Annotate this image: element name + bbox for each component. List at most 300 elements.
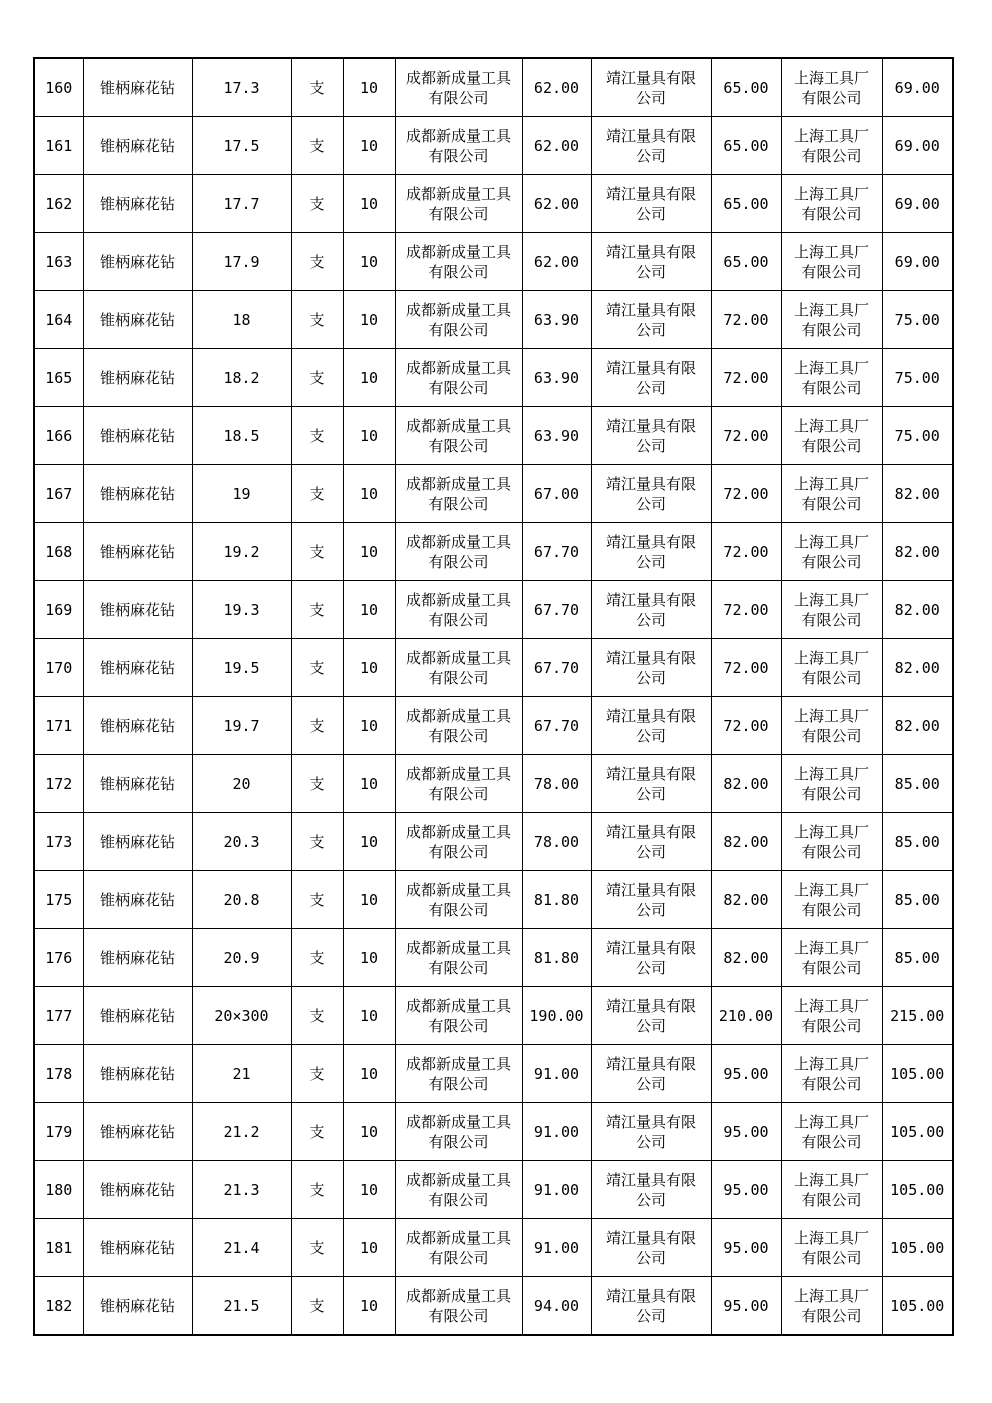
- supplier-1-cell: [395, 1219, 522, 1277]
- supplier-2-price: 82.00: [711, 755, 781, 813]
- product-name: 锥柄麻花钻: [83, 871, 192, 929]
- supplier-2-name-line1: 靖江量具有限: [605, 764, 696, 783]
- supplier-1-cell: [395, 117, 522, 175]
- supplier-2-name-line1: 靖江量具有限: [605, 648, 696, 667]
- supplier-3-name-line2: 有限公司: [801, 726, 862, 745]
- row-number: 179: [34, 1103, 83, 1161]
- supplier-3-price: 105.00: [882, 1161, 953, 1219]
- supplier-3-name-line1: 上海工具厂: [793, 68, 869, 87]
- supplier-1-cell: [395, 581, 522, 639]
- supplier-2-cell: [591, 929, 711, 987]
- supplier-2-cell: [591, 465, 711, 523]
- supplier-1-name-line1: 成都新成量工具: [405, 242, 511, 261]
- supplier-2-price: 95.00: [711, 1103, 781, 1161]
- supplier-1-name-line1: 成都新成量工具: [405, 764, 511, 783]
- supplier-1-name-line2: 有限公司: [428, 784, 489, 803]
- supplier-2-name-line1: 靖江量具有限: [605, 706, 696, 725]
- quantity-cell: 10: [343, 755, 395, 813]
- product-name: 锥柄麻花钻: [83, 291, 192, 349]
- spec-cell: 21: [192, 1045, 291, 1103]
- supplier-2-name-line2: 公司: [635, 1190, 666, 1209]
- supplier-2-price: 65.00: [711, 233, 781, 291]
- unit-cell: 支: [291, 1045, 343, 1103]
- supplier-1-price: 78.00: [522, 755, 591, 813]
- supplier-1-name-line1: 成都新成量工具: [405, 1054, 511, 1073]
- supplier-2-name-line1: 靖江量具有限: [605, 358, 696, 377]
- unit-cell: 支: [291, 291, 343, 349]
- supplier-3-cell: [781, 929, 882, 987]
- table-row: [34, 407, 953, 465]
- supplier-3-price: 85.00: [882, 755, 953, 813]
- unit-cell: 支: [291, 813, 343, 871]
- supplier-2-name-line1: 靖江量具有限: [605, 1228, 696, 1247]
- supplier-1-name-line1: 成都新成量工具: [405, 590, 511, 609]
- supplier-3-name-line2: 有限公司: [801, 494, 862, 513]
- supplier-1-cell: [395, 465, 522, 523]
- supplier-3-cell: [781, 349, 882, 407]
- supplier-1-cell: [395, 929, 522, 987]
- quantity-cell: 10: [343, 349, 395, 407]
- quantity-cell: 10: [343, 58, 395, 117]
- supplier-2-cell: [591, 581, 711, 639]
- quantity-cell: 10: [343, 929, 395, 987]
- supplier-2-name-line2: 公司: [635, 1248, 666, 1267]
- supplier-2-name-line1: 靖江量具有限: [605, 300, 696, 319]
- product-name: 锥柄麻花钻: [83, 639, 192, 697]
- product-name: 锥柄麻花钻: [83, 1045, 192, 1103]
- unit-cell: 支: [291, 117, 343, 175]
- spec-cell: 20.9: [192, 929, 291, 987]
- table-row: [34, 233, 953, 291]
- unit-cell: 支: [291, 1219, 343, 1277]
- supplier-2-cell: [591, 407, 711, 465]
- supplier-2-cell: [591, 349, 711, 407]
- supplier-1-price: 67.70: [522, 523, 591, 581]
- supplier-1-price: 62.00: [522, 233, 591, 291]
- supplier-2-name-line1: 靖江量具有限: [605, 938, 696, 957]
- supplier-3-price: 75.00: [882, 291, 953, 349]
- supplier-2-price: 72.00: [711, 407, 781, 465]
- spec-cell: 20.8: [192, 871, 291, 929]
- spec-cell: 20: [192, 755, 291, 813]
- row-number: 173: [34, 813, 83, 871]
- supplier-3-name-line1: 上海工具厂: [793, 126, 869, 145]
- row-number: 182: [34, 1277, 83, 1336]
- supplier-3-cell: [781, 755, 882, 813]
- unit-cell: 支: [291, 58, 343, 117]
- supplier-3-price: 82.00: [882, 697, 953, 755]
- supplier-1-cell: [395, 871, 522, 929]
- supplier-3-cell: [781, 581, 882, 639]
- unit-cell: 支: [291, 233, 343, 291]
- supplier-1-name-line1: 成都新成量工具: [405, 822, 511, 841]
- supplier-3-cell: [781, 1277, 882, 1336]
- supplier-2-price: 210.00: [711, 987, 781, 1045]
- supplier-3-name-line1: 上海工具厂: [793, 880, 869, 899]
- table-row: [34, 581, 953, 639]
- row-number: 164: [34, 291, 83, 349]
- supplier-1-name-line2: 有限公司: [428, 1190, 489, 1209]
- supplier-1-name-line2: 有限公司: [428, 1248, 489, 1267]
- supplier-3-name-line2: 有限公司: [801, 610, 862, 629]
- supplier-2-name-line1: 靖江量具有限: [605, 242, 696, 261]
- supplier-2-name-line2: 公司: [635, 1016, 666, 1035]
- supplier-2-price: 65.00: [711, 117, 781, 175]
- supplier-2-name-line1: 靖江量具有限: [605, 184, 696, 203]
- supplier-1-cell: [395, 175, 522, 233]
- unit-cell: 支: [291, 871, 343, 929]
- supplier-1-price: 67.70: [522, 581, 591, 639]
- supplier-3-price: 82.00: [882, 523, 953, 581]
- unit-cell: 支: [291, 1103, 343, 1161]
- supplier-2-price: 95.00: [711, 1045, 781, 1103]
- supplier-3-name-line1: 上海工具厂: [793, 358, 869, 377]
- supplier-2-name-line1: 靖江量具有限: [605, 68, 696, 87]
- supplier-2-name-line2: 公司: [635, 1074, 666, 1093]
- quantity-cell: 10: [343, 407, 395, 465]
- quantity-cell: 10: [343, 697, 395, 755]
- supplier-3-name-line2: 有限公司: [801, 900, 862, 919]
- supplier-3-name-line1: 上海工具厂: [793, 300, 869, 319]
- supplier-3-cell: [781, 639, 882, 697]
- supplier-3-name-line2: 有限公司: [801, 1248, 862, 1267]
- supplier-3-name-line1: 上海工具厂: [793, 1054, 869, 1073]
- product-name: 锥柄麻花钻: [83, 465, 192, 523]
- quantity-cell: 10: [343, 117, 395, 175]
- supplier-2-cell: [591, 175, 711, 233]
- supplier-1-name-line2: 有限公司: [428, 1016, 489, 1035]
- supplier-2-cell: [591, 1161, 711, 1219]
- row-number: 177: [34, 987, 83, 1045]
- supplier-1-name-line2: 有限公司: [428, 900, 489, 919]
- supplier-3-name-line1: 上海工具厂: [793, 996, 869, 1015]
- supplier-3-name-line1: 上海工具厂: [793, 764, 869, 783]
- supplier-2-price: 72.00: [711, 697, 781, 755]
- table-row: [34, 987, 953, 1045]
- spec-cell: 21.2: [192, 1103, 291, 1161]
- table-row: [34, 175, 953, 233]
- supplier-1-name-line1: 成都新成量工具: [405, 358, 511, 377]
- supplier-2-name-line1: 靖江量具有限: [605, 1286, 696, 1305]
- supplier-2-price: 82.00: [711, 871, 781, 929]
- supplier-3-cell: [781, 58, 882, 117]
- unit-cell: 支: [291, 407, 343, 465]
- spec-cell: 18.5: [192, 407, 291, 465]
- table-row: [34, 871, 953, 929]
- supplier-1-name-line1: 成都新成量工具: [405, 416, 511, 435]
- supplier-3-name-line1: 上海工具厂: [793, 416, 869, 435]
- product-name: 锥柄麻花钻: [83, 581, 192, 639]
- supplier-1-name-line1: 成都新成量工具: [405, 1170, 511, 1189]
- table-row: [34, 1277, 953, 1336]
- supplier-2-name-line2: 公司: [635, 494, 666, 513]
- supplier-3-price: 82.00: [882, 465, 953, 523]
- supplier-1-cell: [395, 1045, 522, 1103]
- supplier-3-name-line1: 上海工具厂: [793, 648, 869, 667]
- supplier-1-name-line1: 成都新成量工具: [405, 880, 511, 899]
- supplier-3-cell: [781, 233, 882, 291]
- supplier-3-cell: [781, 117, 882, 175]
- row-number: 181: [34, 1219, 83, 1277]
- supplier-1-name-line2: 有限公司: [428, 88, 489, 107]
- supplier-2-cell: [591, 233, 711, 291]
- supplier-2-name-line2: 公司: [635, 900, 666, 919]
- supplier-1-price: 190.00: [522, 987, 591, 1045]
- supplier-2-cell: [591, 1277, 711, 1336]
- supplier-2-cell: [591, 871, 711, 929]
- supplier-2-cell: [591, 697, 711, 755]
- unit-cell: 支: [291, 755, 343, 813]
- table-row: [34, 465, 953, 523]
- supplier-2-price: 72.00: [711, 291, 781, 349]
- spec-cell: 21.3: [192, 1161, 291, 1219]
- supplier-1-name-line2: 有限公司: [428, 610, 489, 629]
- supplier-2-name-line2: 公司: [635, 842, 666, 861]
- supplier-3-name-line2: 有限公司: [801, 958, 862, 977]
- supplier-1-cell: [395, 58, 522, 117]
- table-row: [34, 813, 953, 871]
- product-name: 锥柄麻花钻: [83, 233, 192, 291]
- supplier-3-name-line2: 有限公司: [801, 1074, 862, 1093]
- supplier-3-name-line1: 上海工具厂: [793, 822, 869, 841]
- supplier-3-name-line1: 上海工具厂: [793, 474, 869, 493]
- supplier-1-price: 91.00: [522, 1045, 591, 1103]
- supplier-1-name-line2: 有限公司: [428, 436, 489, 455]
- supplier-2-price: 82.00: [711, 813, 781, 871]
- supplier-2-cell: [591, 755, 711, 813]
- table-row: [34, 929, 953, 987]
- supplier-1-name-line2: 有限公司: [428, 1306, 489, 1325]
- supplier-3-price: 85.00: [882, 929, 953, 987]
- row-number: 176: [34, 929, 83, 987]
- spec-cell: 19.2: [192, 523, 291, 581]
- supplier-2-name-line2: 公司: [635, 1306, 666, 1325]
- spec-cell: 18: [192, 291, 291, 349]
- supplier-2-cell: [591, 291, 711, 349]
- supplier-3-name-line2: 有限公司: [801, 204, 862, 223]
- spec-cell: 20.3: [192, 813, 291, 871]
- supplier-3-name-line2: 有限公司: [801, 552, 862, 571]
- supplier-2-name-line2: 公司: [635, 320, 666, 339]
- product-name: 锥柄麻花钻: [83, 813, 192, 871]
- supplier-3-name-line1: 上海工具厂: [793, 1112, 869, 1131]
- supplier-3-cell: [781, 871, 882, 929]
- unit-cell: 支: [291, 523, 343, 581]
- product-name: 锥柄麻花钻: [83, 1103, 192, 1161]
- supplier-2-cell: [591, 58, 711, 117]
- quantity-cell: 10: [343, 813, 395, 871]
- supplier-3-cell: [781, 1161, 882, 1219]
- row-number: 169: [34, 581, 83, 639]
- product-name: 锥柄麻花钻: [83, 1277, 192, 1336]
- spec-cell: 18.2: [192, 349, 291, 407]
- spec-cell: 19: [192, 465, 291, 523]
- supplier-3-price: 75.00: [882, 349, 953, 407]
- quantity-cell: 10: [343, 987, 395, 1045]
- supplier-3-price: 82.00: [882, 639, 953, 697]
- supplier-3-price: 75.00: [882, 407, 953, 465]
- table-row: [34, 1161, 953, 1219]
- supplier-1-price: 91.00: [522, 1219, 591, 1277]
- supplier-3-name-line1: 上海工具厂: [793, 184, 869, 203]
- row-number: 168: [34, 523, 83, 581]
- supplier-1-cell: [395, 407, 522, 465]
- supplier-2-cell: [591, 639, 711, 697]
- table-row: [34, 1103, 953, 1161]
- row-number: 180: [34, 1161, 83, 1219]
- unit-cell: 支: [291, 929, 343, 987]
- supplier-1-name-line2: 有限公司: [428, 668, 489, 687]
- supplier-1-name-line1: 成都新成量工具: [405, 1286, 511, 1305]
- supplier-1-price: 63.90: [522, 291, 591, 349]
- row-number: 166: [34, 407, 83, 465]
- supplier-2-price: 82.00: [711, 929, 781, 987]
- spec-cell: 17.3: [192, 58, 291, 117]
- supplier-1-cell: [395, 987, 522, 1045]
- supplier-3-name-line2: 有限公司: [801, 378, 862, 397]
- table-row: [34, 291, 953, 349]
- supplier-3-name-line2: 有限公司: [801, 784, 862, 803]
- supplier-3-name-line2: 有限公司: [801, 88, 862, 107]
- supplier-2-name-line1: 靖江量具有限: [605, 1054, 696, 1073]
- unit-cell: 支: [291, 349, 343, 407]
- row-number: 172: [34, 755, 83, 813]
- supplier-3-cell: [781, 697, 882, 755]
- row-number: 167: [34, 465, 83, 523]
- supplier-3-name-line2: 有限公司: [801, 1016, 862, 1035]
- spec-cell: 19.3: [192, 581, 291, 639]
- supplier-3-name-line2: 有限公司: [801, 842, 862, 861]
- row-number: 160: [34, 58, 83, 117]
- supplier-1-price: 91.00: [522, 1161, 591, 1219]
- table-row: [34, 697, 953, 755]
- supplier-2-name-line2: 公司: [635, 610, 666, 629]
- supplier-1-name-line1: 成都新成量工具: [405, 648, 511, 667]
- supplier-3-name-line2: 有限公司: [801, 262, 862, 281]
- supplier-3-price: 69.00: [882, 175, 953, 233]
- supplier-1-name-line2: 有限公司: [428, 1074, 489, 1093]
- supplier-1-name-line2: 有限公司: [428, 494, 489, 513]
- quantity-cell: 10: [343, 871, 395, 929]
- supplier-1-name-line1: 成都新成量工具: [405, 532, 511, 551]
- supplier-2-price: 95.00: [711, 1277, 781, 1336]
- supplier-2-price: 72.00: [711, 523, 781, 581]
- supplier-2-name-line2: 公司: [635, 204, 666, 223]
- supplier-1-cell: [395, 1277, 522, 1336]
- supplier-3-name-line1: 上海工具厂: [793, 532, 869, 551]
- unit-cell: 支: [291, 1161, 343, 1219]
- supplier-3-name-line1: 上海工具厂: [793, 706, 869, 725]
- quantity-cell: 10: [343, 581, 395, 639]
- supplier-1-name-line1: 成都新成量工具: [405, 300, 511, 319]
- supplier-1-cell: [395, 1103, 522, 1161]
- supplier-3-name-line1: 上海工具厂: [793, 938, 869, 957]
- supplier-1-price: 78.00: [522, 813, 591, 871]
- quantity-cell: 10: [343, 1277, 395, 1336]
- supplier-3-price: 215.00: [882, 987, 953, 1045]
- supplier-2-price: 72.00: [711, 349, 781, 407]
- supplier-1-name-line2: 有限公司: [428, 204, 489, 223]
- supplier-2-name-line2: 公司: [635, 668, 666, 687]
- price-comparison-table: [33, 57, 954, 1336]
- row-number: 175: [34, 871, 83, 929]
- product-name: 锥柄麻花钻: [83, 1219, 192, 1277]
- supplier-2-name-line1: 靖江量具有限: [605, 996, 696, 1015]
- supplier-1-price: 81.80: [522, 929, 591, 987]
- table-row: [34, 523, 953, 581]
- supplier-2-name-line1: 靖江量具有限: [605, 474, 696, 493]
- supplier-1-name-line2: 有限公司: [428, 958, 489, 977]
- supplier-1-name-line2: 有限公司: [428, 842, 489, 861]
- supplier-1-name-line1: 成都新成量工具: [405, 126, 511, 145]
- supplier-2-name-line2: 公司: [635, 146, 666, 165]
- supplier-2-name-line1: 靖江量具有限: [605, 590, 696, 609]
- supplier-1-name-line1: 成都新成量工具: [405, 1228, 511, 1247]
- supplier-1-cell: [395, 639, 522, 697]
- supplier-1-name-line1: 成都新成量工具: [405, 706, 511, 725]
- supplier-1-price: 91.00: [522, 1103, 591, 1161]
- supplier-1-name-line1: 成都新成量工具: [405, 184, 511, 203]
- supplier-2-price: 72.00: [711, 581, 781, 639]
- supplier-2-cell: [591, 523, 711, 581]
- product-name: 锥柄麻花钻: [83, 929, 192, 987]
- supplier-1-name-line2: 有限公司: [428, 320, 489, 339]
- supplier-1-name-line2: 有限公司: [428, 726, 489, 745]
- supplier-3-price: 69.00: [882, 233, 953, 291]
- supplier-3-price: 105.00: [882, 1219, 953, 1277]
- product-name: 锥柄麻花钻: [83, 175, 192, 233]
- product-name: 锥柄麻花钻: [83, 349, 192, 407]
- supplier-3-name-line1: 上海工具厂: [793, 590, 869, 609]
- supplier-3-name-line1: 上海工具厂: [793, 1286, 869, 1305]
- row-number: 165: [34, 349, 83, 407]
- supplier-1-cell: [395, 755, 522, 813]
- unit-cell: 支: [291, 581, 343, 639]
- supplier-1-name-line2: 有限公司: [428, 1132, 489, 1151]
- table-row: [34, 639, 953, 697]
- supplier-1-price: 94.00: [522, 1277, 591, 1336]
- quantity-cell: 10: [343, 1219, 395, 1277]
- supplier-1-price: 62.00: [522, 58, 591, 117]
- supplier-2-cell: [591, 1045, 711, 1103]
- spec-cell: 17.7: [192, 175, 291, 233]
- table-row: [34, 117, 953, 175]
- row-number: 178: [34, 1045, 83, 1103]
- supplier-2-name-line2: 公司: [635, 88, 666, 107]
- supplier-2-cell: [591, 1219, 711, 1277]
- supplier-3-price: 105.00: [882, 1045, 953, 1103]
- supplier-3-price: 105.00: [882, 1103, 953, 1161]
- supplier-1-name-line1: 成都新成量工具: [405, 68, 511, 87]
- supplier-3-price: 69.00: [882, 117, 953, 175]
- supplier-1-price: 62.00: [522, 175, 591, 233]
- supplier-3-name-line2: 有限公司: [801, 1190, 862, 1209]
- table-row: [34, 1045, 953, 1103]
- supplier-3-name-line2: 有限公司: [801, 320, 862, 339]
- supplier-3-name-line2: 有限公司: [801, 436, 862, 455]
- spec-cell: 17.5: [192, 117, 291, 175]
- supplier-1-name-line2: 有限公司: [428, 146, 489, 165]
- supplier-1-price: 63.90: [522, 349, 591, 407]
- supplier-2-name-line1: 靖江量具有限: [605, 416, 696, 435]
- supplier-3-price: 69.00: [882, 58, 953, 117]
- quantity-cell: 10: [343, 1103, 395, 1161]
- supplier-3-cell: [781, 1219, 882, 1277]
- quantity-cell: 10: [343, 465, 395, 523]
- unit-cell: 支: [291, 639, 343, 697]
- spec-cell: 17.9: [192, 233, 291, 291]
- quantity-cell: 10: [343, 175, 395, 233]
